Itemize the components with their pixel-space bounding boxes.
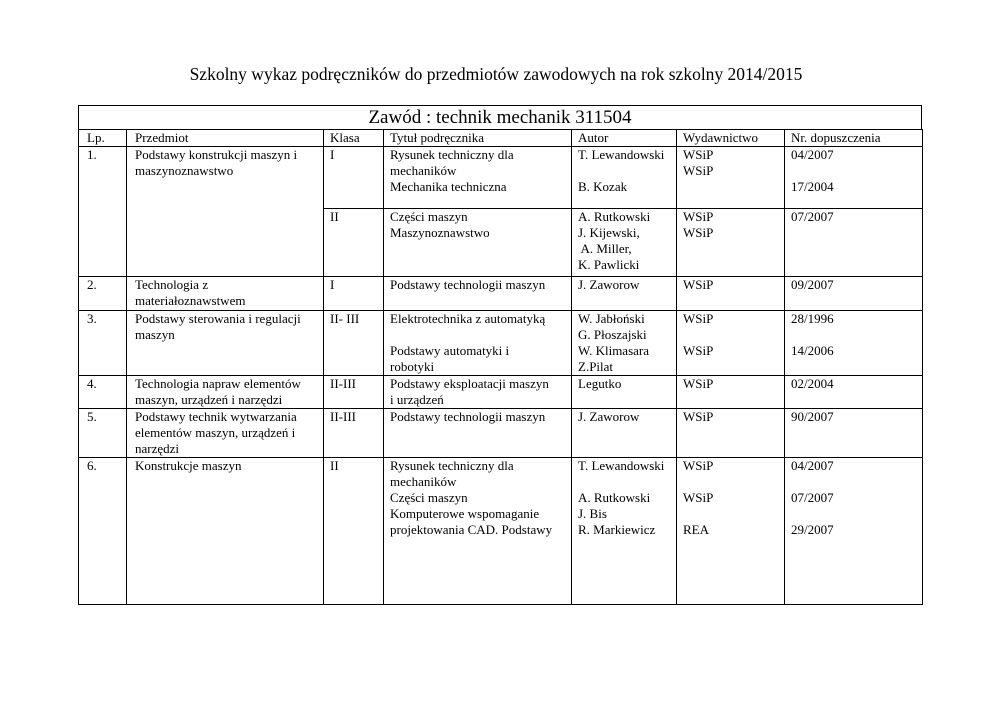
row-approval: 02/2004	[785, 376, 923, 409]
row-lp: 2.	[79, 277, 127, 311]
textbook-table	[78, 129, 923, 605]
row-lp: 1.	[79, 147, 127, 277]
row-book: Części maszyn Maszynoznawstwo	[384, 209, 572, 277]
row-approval: 04/2007 17/2004	[785, 147, 923, 209]
table-row	[79, 147, 923, 209]
row-author: J. Zaworow	[572, 277, 677, 311]
row-author: T. Lewandowski A. Rutkowski J. Bis R. Markiewicz	[572, 458, 677, 605]
header-approval: Nr. dopuszczenia	[785, 130, 923, 147]
header-lp: Lp.	[79, 130, 127, 147]
row-lp: 3.	[79, 311, 127, 376]
row-class: II- III	[324, 311, 384, 376]
table-row	[79, 277, 923, 311]
row-lp: 6.	[79, 458, 127, 605]
row-author: Legutko	[572, 376, 677, 409]
row-author: A. Rutkowski J. Kijewski, A. Miller, K. Pawlicki	[572, 209, 677, 277]
row-subject: Podstawy konstrukcji maszyn i maszynoznawstwo	[127, 147, 324, 277]
row-approval: 90/2007	[785, 409, 923, 458]
table-header-row	[79, 130, 923, 147]
row-class: II	[324, 209, 384, 277]
row-book: Podstawy technologii maszyn	[384, 277, 572, 311]
row-class: II-III	[324, 376, 384, 409]
table-row	[79, 409, 923, 458]
row-approval: 09/2007	[785, 277, 923, 311]
row-author: T. Lewandowski B. Kozak	[572, 147, 677, 209]
profession-header	[78, 105, 922, 129]
row-publisher: WSiP	[677, 277, 785, 311]
row-book: Podstawy technologii maszyn	[384, 409, 572, 458]
header-class: Klasa	[324, 130, 384, 147]
row-lp: 4.	[79, 376, 127, 409]
row-book: Elektrotechnika z automatyką Podstawy automatyki i robotyki	[384, 311, 572, 376]
row-approval: 28/1996 14/2006	[785, 311, 923, 376]
row-publisher: WSiP WSiP	[677, 311, 785, 376]
profession-title: Zawód : technik mechanik 311504	[368, 107, 632, 128]
row-book: Rysunek techniczny dla mechaników Części maszyn Komputerowe wspomaganie projektowania CAD. Podstawy	[384, 458, 572, 605]
row-approval: 04/2007 07/2007 29/2007	[785, 458, 923, 605]
row-subject: Podstawy sterowania i regulacji maszyn	[127, 311, 324, 376]
document-title: Szkolny wykaz podręczników do przedmiotów zawodowych na rok szkolny 2014/2015	[189, 64, 803, 84]
row-publisher: WSiP WSiP	[677, 209, 785, 277]
header-author: Autor	[572, 130, 677, 147]
header-subject: Przedmiot	[127, 130, 324, 147]
row-subject: Podstawy technik wytwarzania elementów maszyn, urządzeń i narzędzi	[127, 409, 324, 458]
row-subject: Technologia z materiałoznawstwem	[127, 277, 324, 311]
row-book: Rysunek techniczny dla mechaników Mechanika techniczna	[384, 147, 572, 209]
header-book: Tytuł podręcznika	[384, 130, 572, 147]
row-class: II-III	[324, 409, 384, 458]
table-row	[79, 376, 923, 409]
row-class: I	[324, 277, 384, 311]
row-lp: 5.	[79, 409, 127, 458]
row-class: II	[324, 458, 384, 605]
row-publisher: WSiP WSiP	[677, 147, 785, 209]
table-row	[79, 458, 923, 605]
row-publisher: WSiP	[677, 409, 785, 458]
row-book: Podstawy eksploatacji maszyn i urządzeń	[384, 376, 572, 409]
row-approval: 07/2007	[785, 209, 923, 277]
header-publisher: Wydawnictwo	[677, 130, 785, 147]
row-author: J. Zaworow	[572, 409, 677, 458]
row-publisher: WSiP WSiP REA	[677, 458, 785, 605]
row-author: W. Jabłoński G. Płoszajski W. Klimasara Z.Pilat	[572, 311, 677, 376]
table-row	[79, 311, 923, 376]
row-subject: Konstrukcje maszyn	[127, 458, 324, 605]
row-publisher: WSiP	[677, 376, 785, 409]
row-class: I	[324, 147, 384, 209]
row-subject: Technologia napraw elementów maszyn, urządzeń i narzędzi	[127, 376, 324, 409]
